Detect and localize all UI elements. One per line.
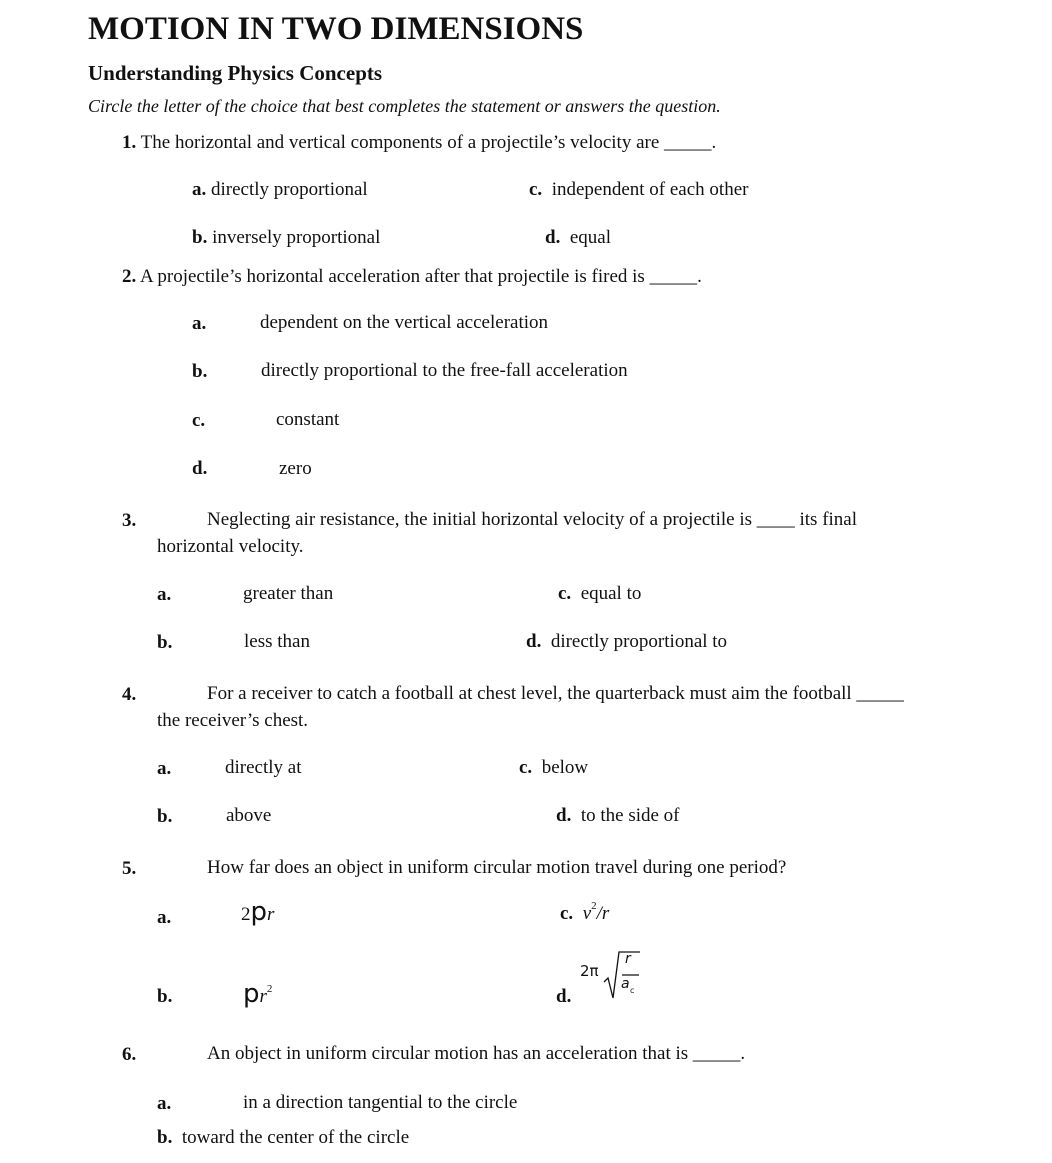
option-letter: d.: [526, 631, 542, 652]
option-letter: a.: [192, 179, 207, 200]
formula-variable: v: [582, 903, 592, 924]
option-letter: b.: [157, 1127, 173, 1148]
question-number: 4.: [122, 684, 137, 705]
option-letter: c.: [560, 903, 574, 924]
question-number: 5.: [122, 858, 137, 879]
question-text-line2: the receiver’s chest.: [157, 710, 309, 731]
option-c-text[interactable]: constant: [276, 409, 340, 430]
option-letter: c.: [558, 583, 572, 604]
option-b[interactable]: [192, 228, 380, 247]
formula-symbol: p: [250, 897, 268, 927]
option-text: equal: [569, 227, 611, 248]
instructions: Circle the letter of the choice that best completes the statement or answers the question.: [88, 96, 721, 116]
option-a-text[interactable]: in a direction tangential to the circle: [243, 1092, 518, 1113]
option-a-letter[interactable]: a.: [157, 758, 172, 779]
formula-numerator: r: [625, 951, 631, 967]
option-a-letter[interactable]: a.: [157, 907, 172, 928]
sqrt-sign-icon: [602, 948, 642, 1000]
option-text: independent of each other: [551, 179, 749, 200]
option-d-text[interactable]: zero: [279, 458, 312, 479]
option-b-letter[interactable]: b.: [157, 632, 173, 653]
question-text-line1: Neglecting air resistance, the initial horizontal velocity of a projectile is ____ its final: [207, 509, 858, 530]
option-text: directly proportional: [211, 179, 368, 200]
formula-denominator: a: [621, 976, 630, 992]
formula-variable: r: [259, 986, 267, 1007]
option-text: toward the center of the circle: [181, 1127, 410, 1148]
formula-coefficient: 2: [241, 904, 251, 925]
option-b-letter[interactable]: b.: [157, 986, 173, 1007]
page-title: MOTION IN TWO DIMENSIONS: [88, 11, 584, 47]
option-text: inversely proportional: [212, 227, 381, 248]
option-a-letter[interactable]: a.: [157, 1093, 172, 1114]
option-c[interactable]: [560, 900, 610, 924]
question-text: How far does an object in uniform circular motion travel during one period?: [207, 857, 787, 878]
question-text: An object in uniform circular motion has an acceleration that is _____.: [207, 1043, 746, 1064]
option-d-letter[interactable]: d.: [556, 986, 572, 1007]
option-a[interactable]: [192, 180, 368, 199]
formula-variable: r: [267, 904, 275, 925]
formula-coefficient: 2π: [580, 962, 599, 980]
question-number: 6.: [122, 1044, 137, 1065]
option-a-letter[interactable]: a.: [192, 313, 207, 334]
formula-exponent: 2: [266, 983, 273, 995]
option-c[interactable]: [558, 584, 641, 603]
option-b-text[interactable]: less than: [244, 631, 310, 652]
option-letter: d.: [545, 227, 561, 248]
option-b-letter[interactable]: b.: [157, 806, 173, 827]
option-d-letter[interactable]: d.: [192, 458, 208, 479]
question-text-line2: horizontal velocity.: [157, 536, 304, 557]
option-letter: c.: [519, 757, 533, 778]
formula-exponent: 2: [591, 900, 597, 912]
question-number: 3.: [122, 510, 137, 531]
formula-rest: /r: [596, 903, 610, 924]
question-number: 1.: [122, 132, 137, 153]
question-text: A projectile’s horizontal acceleration after that projectile is fired is _____.: [139, 266, 702, 287]
formula-denominator-subscript: c: [630, 986, 635, 995]
option-b-formula[interactable]: [243, 981, 272, 1007]
section-subtitle: Understanding Physics Concepts: [88, 61, 383, 85]
option-text: to the side of: [580, 805, 680, 826]
option-b-letter[interactable]: b.: [192, 361, 208, 382]
option-d-formula[interactable]: [580, 946, 644, 1002]
option-b[interactable]: [157, 1128, 409, 1147]
option-c[interactable]: [519, 758, 588, 777]
option-c[interactable]: [529, 180, 748, 199]
formula-symbol: p: [243, 979, 260, 1009]
option-d[interactable]: [556, 806, 680, 825]
option-b-text[interactable]: directly proportional to the free-fall acceleration: [261, 360, 628, 381]
option-b-text[interactable]: above: [226, 805, 272, 826]
option-letter: c.: [529, 179, 543, 200]
option-a-letter[interactable]: a.: [157, 584, 172, 605]
question-number: 2.: [122, 266, 137, 287]
question-stem: [122, 267, 702, 286]
option-a-text[interactable]: dependent on the vertical acceleration: [260, 312, 549, 333]
option-d[interactable]: [526, 632, 727, 651]
option-a-text[interactable]: greater than: [243, 583, 334, 604]
option-letter: d.: [556, 805, 572, 826]
option-text: below: [541, 757, 589, 778]
question-text-line1: For a receiver to catch a football at chest level, the quarterback must aim the football _____: [207, 683, 904, 704]
option-a-text[interactable]: directly at: [225, 757, 302, 778]
option-a-formula[interactable]: [241, 899, 274, 925]
option-c-letter[interactable]: c.: [192, 410, 206, 431]
option-text: equal to: [580, 583, 642, 604]
question-stem: [122, 133, 716, 152]
option-letter: b.: [192, 227, 208, 248]
option-d[interactable]: [545, 228, 611, 247]
question-text: The horizontal and vertical components of a projectile’s velocity are _____.: [140, 132, 717, 153]
option-text: directly proportional to: [550, 631, 728, 652]
